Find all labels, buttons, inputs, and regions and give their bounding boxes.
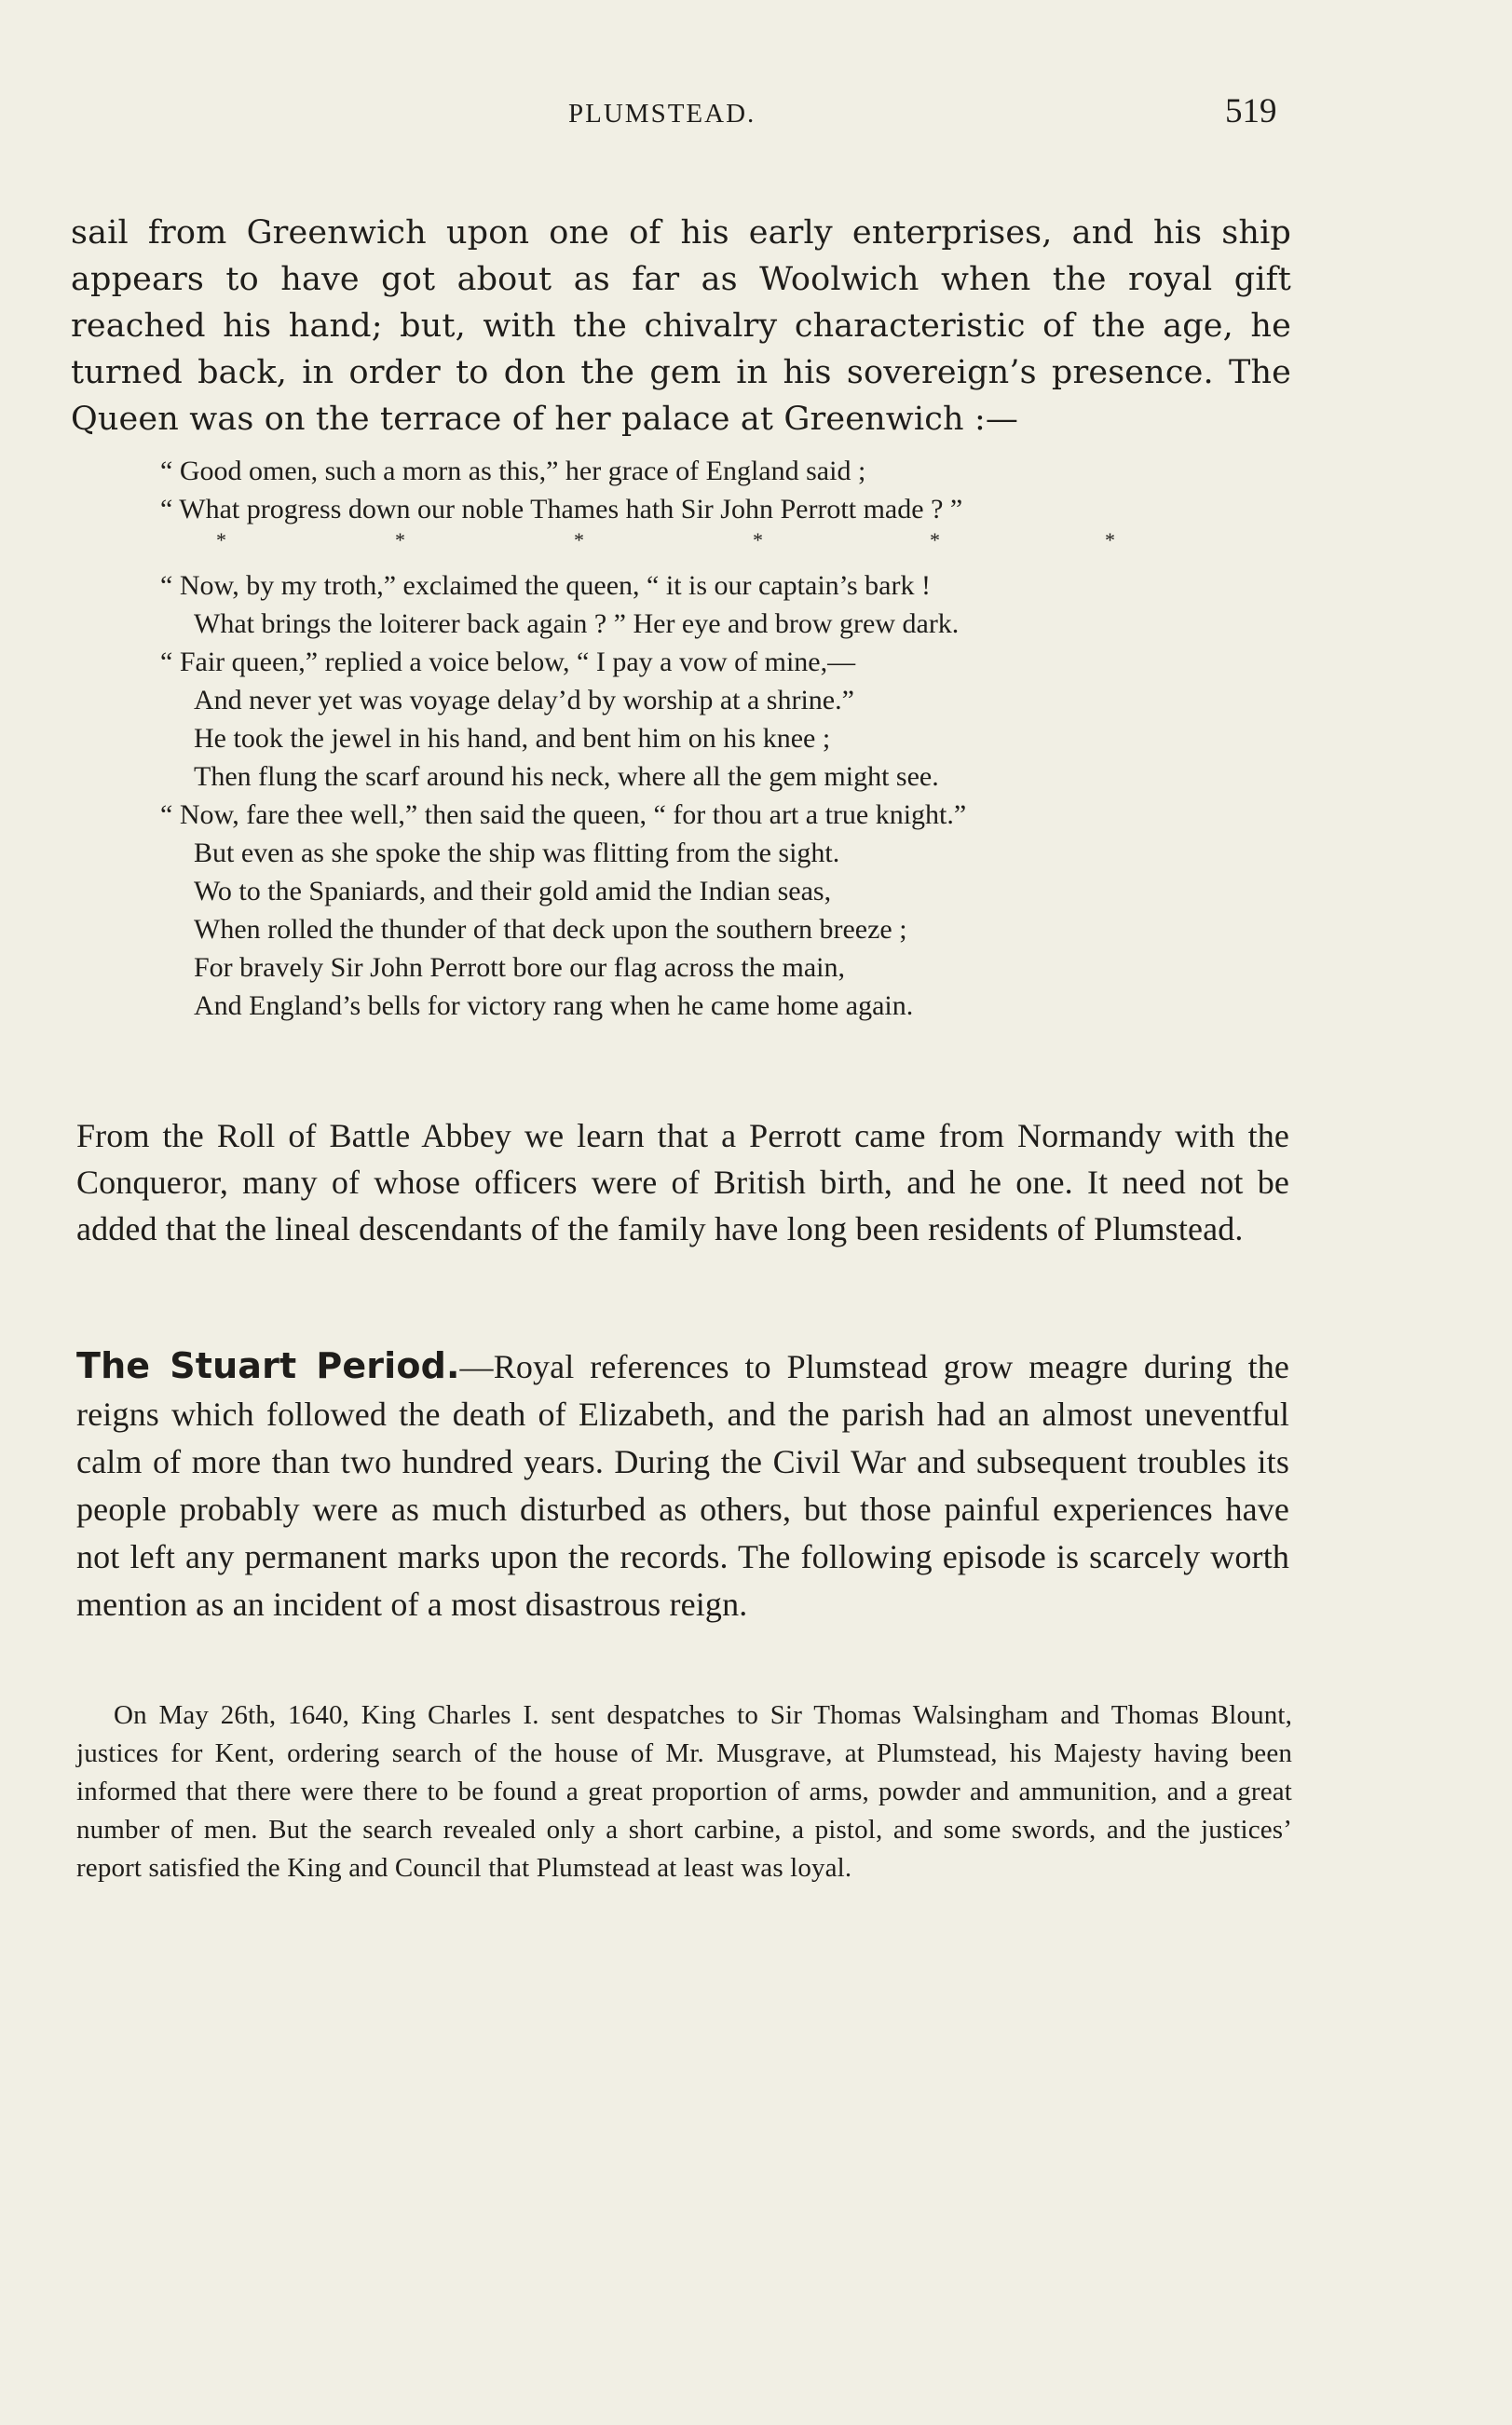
star-mark: *	[216, 528, 226, 552]
verse-line: What brings the loiterer back again ? ” Her eye and brow grew dark.	[194, 608, 960, 639]
star-mark: *	[574, 528, 584, 552]
verse-line: “ What progress down our noble Thames hath Sir John Perrott made ? ”	[160, 494, 963, 525]
section-heading: The Stuart Period.	[76, 1345, 460, 1386]
running-head	[0, 91, 1512, 147]
verse-line: And never yet was voyage delay’d by worship at a shrine.”	[194, 685, 854, 715]
star-mark: *	[395, 528, 405, 552]
verse-line: Wo to the Spaniards, and their gold amid the Indian seas,	[194, 876, 832, 906]
paragraph-continuation: sail from Greenwich upon one of his early enterprises, and his ship appears to have got about as far as Woolwich when the royal gift reached his hand; but, with the chivalry characteristic of the age, he turned back, in order to don the gem in his sovereign’s presence. The Queen was on the terrace of her palace at Greenwich :—	[71, 214, 1291, 438]
verse-line: He took the jewel in his hand, and bent him on his knee ;	[194, 723, 831, 754]
section-body: —Royal references to Plumstead grow meagre during the reigns which followed the death of Elizabeth, and the parish had an almost uneventful calm of more than two hundred years. During the Civil War and subsequent troubles its people probably were as much disturbed as others, but those painful experiences have not left any permanent marks upon the records. The following episode is scarcely worth mention as an incident of a most disastrous reign.	[76, 1348, 1289, 1623]
verse-line: “ Now, by my troth,” exclaimed the queen, “ it is our captain’s bark !	[160, 570, 931, 601]
verse-line: And England’s bells for victory rang when he came home again.	[194, 990, 914, 1021]
verse-line: Then flung the scarf around his neck, where all the gem might see.	[194, 761, 939, 792]
running-title: PLUMSTEAD.	[568, 99, 756, 129]
verse-line: When rolled the thunder of that deck upon the southern breeze ;	[194, 914, 907, 945]
verse-line: For bravely Sir John Perrott bore our flag across the main,	[194, 952, 846, 983]
verse-line: “ Fair queen,” replied a voice below, “ I pay a vow of mine,—	[160, 647, 856, 677]
verse-line: “ Good omen, such a morn as this,” her grace of England said ;	[160, 456, 866, 486]
page-number: 519	[1225, 92, 1277, 130]
verse-quotation	[160, 452, 1278, 1025]
star-mark: *	[930, 528, 940, 552]
paragraph-battle-abbey: From the Roll of Battle Abbey we learn that a Perrott came from Normandy with the Conqueror, many of whose officers were of British birth, and he one. It need not be added that the lineal descendants of the family have long been residents of Plumstead.	[76, 1117, 1289, 1247]
paragraph-charles-despatches: On May 26th, 1640, King Charles I. sent despatches to Sir Thomas Walsingham and Thomas Blount, justices for Kent, ordering search of the house of Mr. Musgrave, at Plumstead, his Majesty having been informed that there were there to be found a great proportion of arms, powder and ammunition, and a great number of men. But the search revealed only a short carbine, a pistol, and some swords, and the justices’ report satisfied the King and Council that Plumstead at least was loyal.	[76, 1700, 1292, 1883]
verse-line: But even as she spoke the ship was flitting from the sight.	[194, 838, 840, 868]
star-mark: *	[1105, 528, 1115, 552]
verse-line: “ Now, fare thee well,” then said the queen, “ for thou art a true knight.”	[160, 799, 967, 830]
section-stuart-period	[76, 1342, 1289, 1628]
ellipsis-stars	[160, 521, 1278, 559]
star-mark: *	[753, 528, 763, 552]
